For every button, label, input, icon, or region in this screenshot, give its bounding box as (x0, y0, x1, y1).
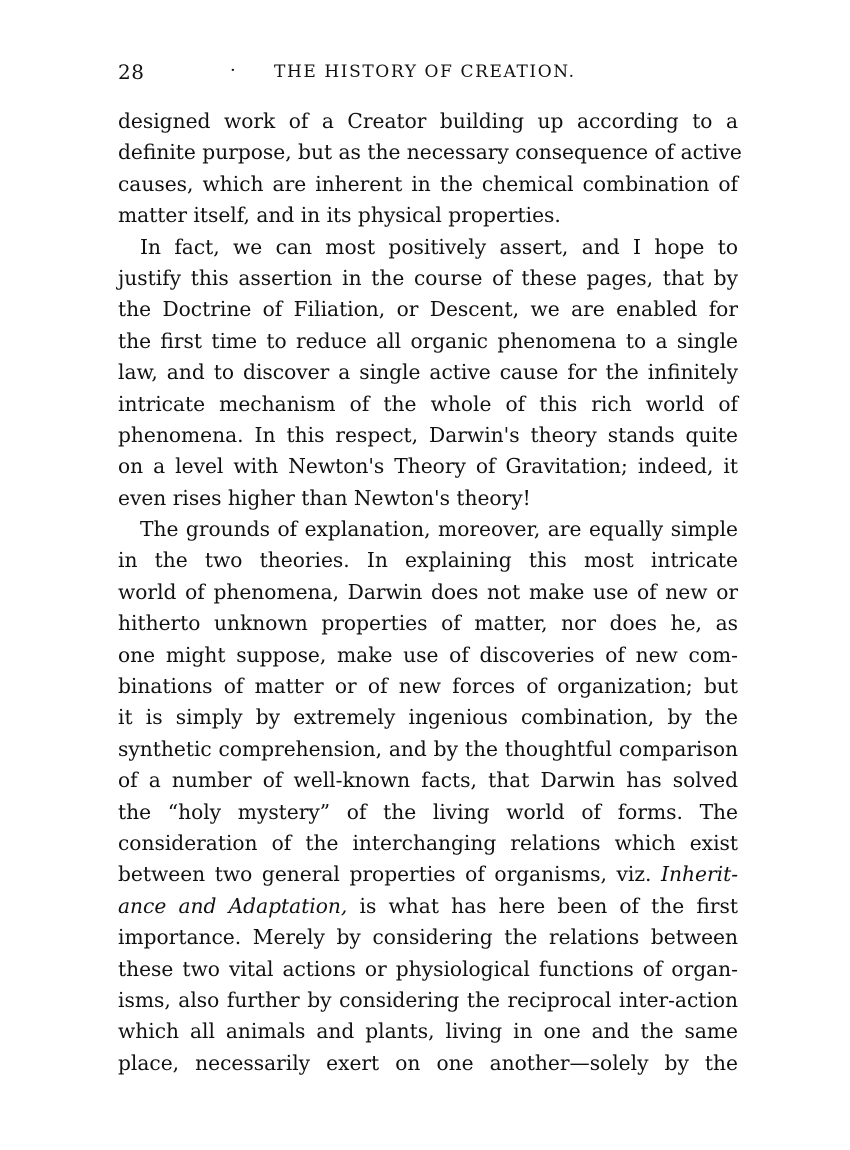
text-line: synthetic comprehension, and by the thoughtful comparison (118, 736, 738, 761)
text-line: the “holy mystery” of the living world of forms. The (118, 799, 738, 824)
text-line: In fact, we can most positively assert, and I hope to (140, 234, 738, 259)
italic-term: Inherit- (661, 862, 739, 887)
text-line: intricate mechanism of the whole of this rich world of (118, 391, 738, 416)
text-line: matter itself, and in its physical properties. (118, 203, 561, 228)
text-line: the first time to reduce all organic phenomena to a single (118, 328, 738, 353)
text-line: hitherto unknown properties of matter, nor does he, as (118, 611, 738, 636)
text-line: isms, also further by considering the reciprocal inter-action (118, 987, 738, 1012)
text-fragment: is what has here been of the first (359, 893, 738, 918)
running-head (118, 60, 738, 88)
text-line: binations of matter or of new forces of organization; but (118, 674, 738, 699)
header-separator: · (230, 60, 236, 81)
text-line: justify this assertion in the course of these pages, that by (118, 265, 738, 290)
text-line-with-italic (118, 891, 738, 922)
text-line: law, and to discover a single active cause for the infinitely (118, 360, 738, 385)
text-line: world of phenomena, Darwin does not make use of new or (118, 579, 738, 604)
text-line: even rises higher than Newton's theory! (118, 485, 531, 510)
text-line: one might suppose, make use of discoveries of new com- (118, 642, 738, 667)
text-line: of a number of well-known facts, that Darwin has solved (118, 768, 738, 793)
text-line: The grounds of explanation, moreover, are equally simple (140, 517, 738, 542)
text-line: causes, which are inherent in the chemical combination of (118, 171, 738, 196)
italic-term: ance and Adaptation, (118, 893, 348, 918)
text-fragment: between two general properties of organisms, viz. (118, 862, 652, 887)
page-number: 28 (118, 60, 145, 84)
text-line: definite purpose, but as the necessary consequence of active (118, 140, 742, 165)
text-line: on a level with Newton's Theory of Gravitation; indeed, it (118, 454, 738, 479)
running-title: THE HISTORY OF CREATION. (274, 62, 576, 82)
text-line: it is simply by extremely ingenious combination, by the (118, 705, 738, 730)
text-line: place, necessarily exert on one another—solely by the (118, 1050, 738, 1075)
text-line: in the two theories. In explaining this most intricate (118, 548, 738, 573)
text-line-with-italic (118, 859, 738, 890)
text-line: consideration of the interchanging relations which exist (118, 830, 738, 855)
text-line: the Doctrine of Filiation, or Descent, we are enabled for (118, 297, 738, 322)
text-line: importance. Merely by considering the relations between (118, 925, 738, 950)
body-text (118, 106, 742, 1079)
text-line: phenomena. In this respect, Darwin's theory stands quite (118, 422, 738, 447)
text-line: which all animals and plants, living in one and the same (118, 1019, 738, 1044)
text-line: these two vital actions or physiological functions of organ- (118, 956, 738, 981)
text-line: designed work of a Creator building up according to a (118, 109, 738, 133)
